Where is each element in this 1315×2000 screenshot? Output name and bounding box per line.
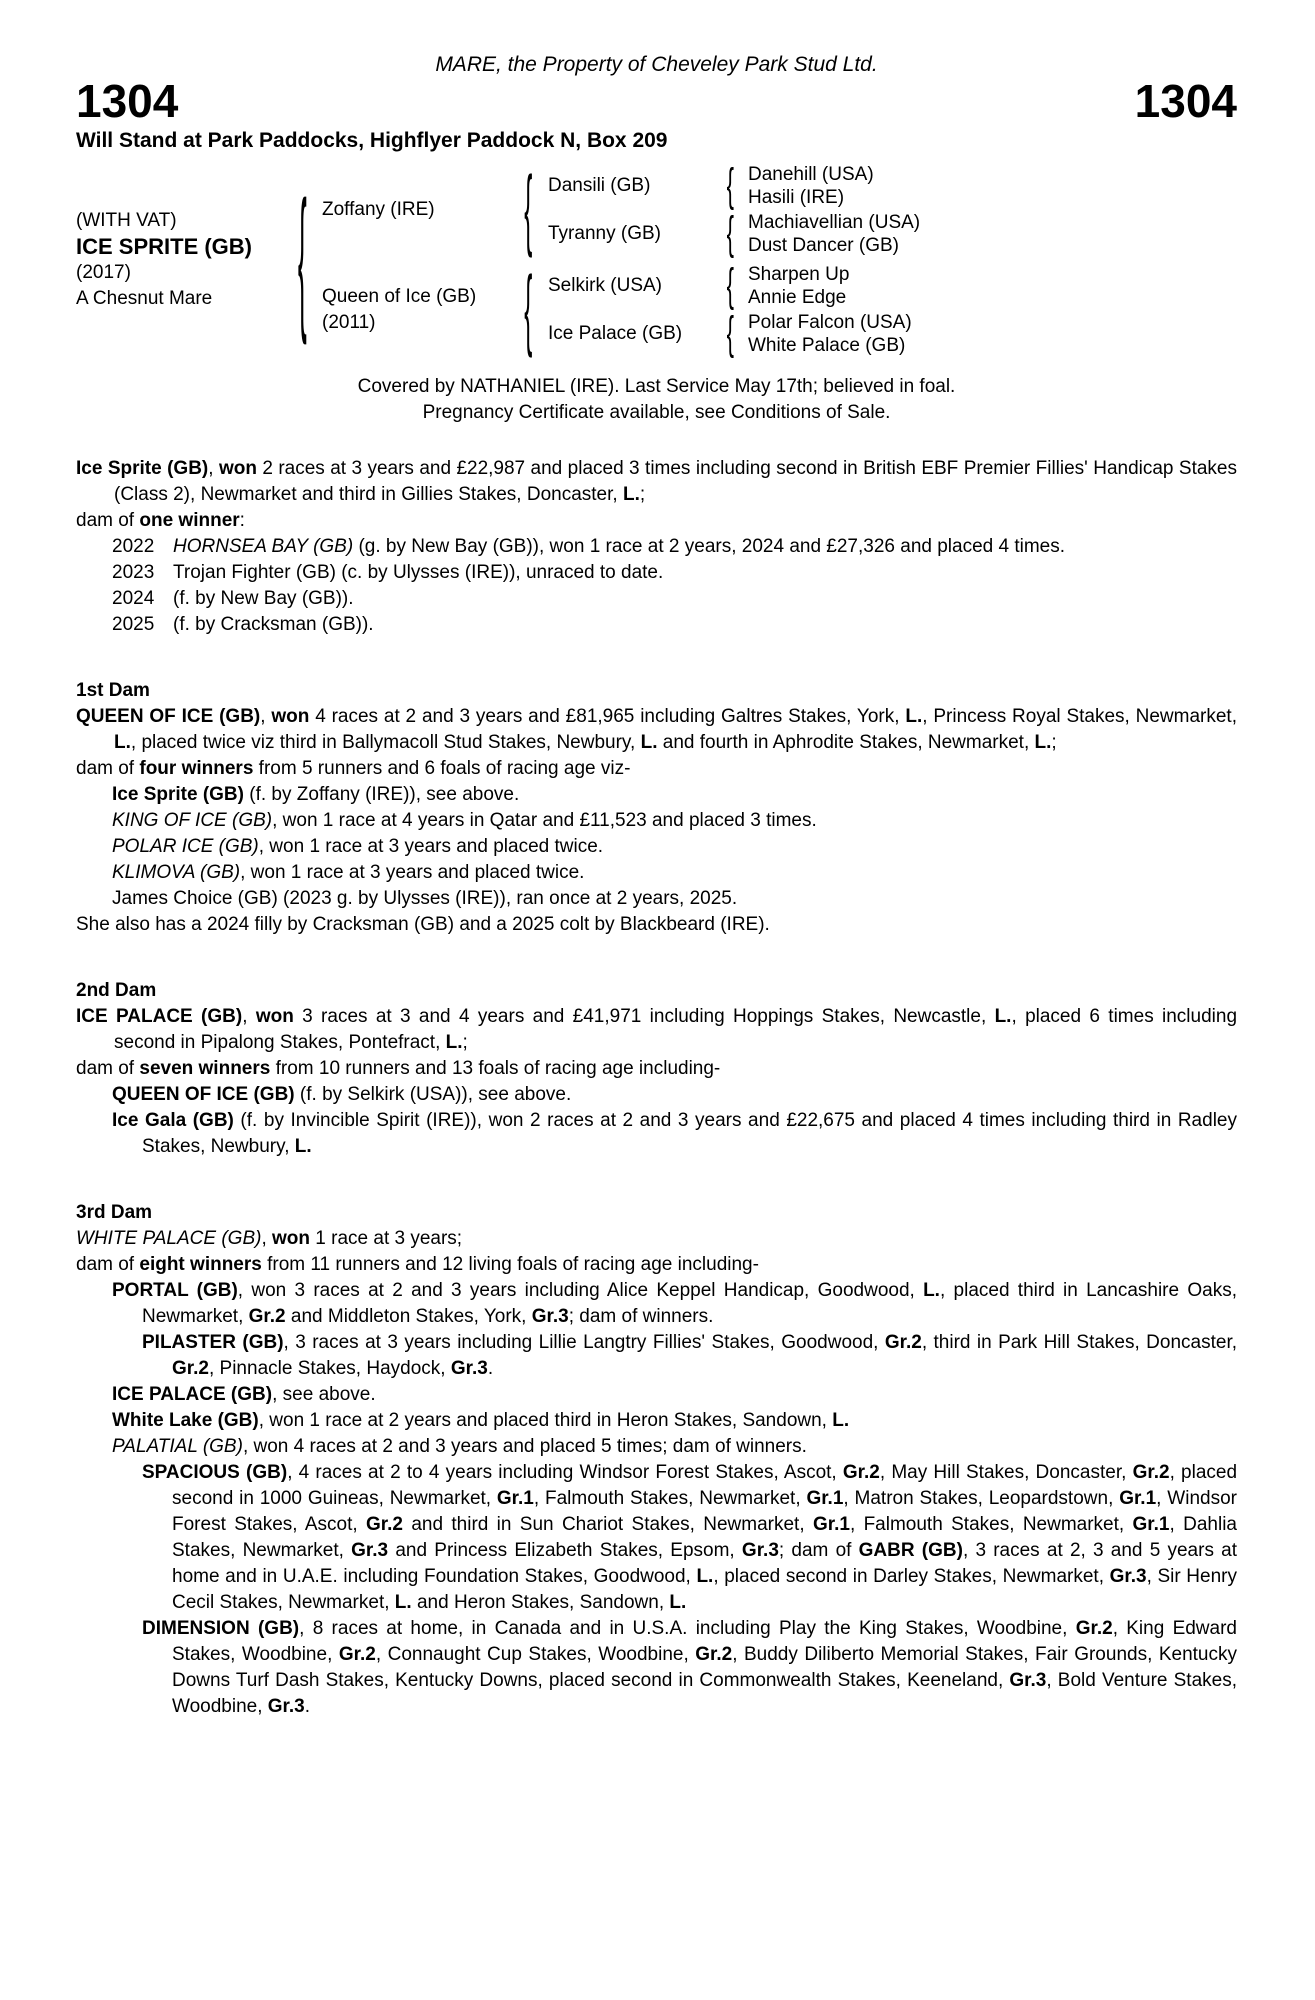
progeny-entry: KLIMOVA (GB), won 1 race at 3 years and placed twice. xyxy=(112,862,585,883)
progeny-entry: QUEEN OF ICE (GB) (f. by Selkirk (USA)), see above. xyxy=(112,1084,572,1105)
sire-name-cell xyxy=(316,197,514,223)
dam-name-cell xyxy=(316,284,514,336)
covered-line-1: Covered by NATHANIEL (IRE). Last Service May 17th; believed in foal. xyxy=(357,376,956,397)
gen3-pair xyxy=(744,263,849,309)
paragraph-3rd-dam-dam-of: dam of eight winners from 11 runners and 12 living foals of racing age including- xyxy=(76,1254,759,1275)
dam-sire-name: Selkirk (USA) xyxy=(548,275,663,296)
pedigree-brace-small: { xyxy=(726,308,734,360)
gen3-sire: Sharpen Up xyxy=(748,264,850,285)
gen3-sire: Machiavellian (USA) xyxy=(748,212,921,233)
pedigree-row xyxy=(542,310,912,358)
subject-name: ICE SPRITE (GB) xyxy=(76,234,253,259)
produce-year: 2025 xyxy=(112,614,155,635)
lot-row xyxy=(76,75,1237,127)
subject-year: (2017) xyxy=(76,262,131,283)
progeny-entry: Ice Sprite (GB) (f. by Zoffany (IRE)), see above. xyxy=(112,784,520,805)
paragraph-1st-dam-note: She also has a 2024 filly by Cracksman (GB) and a 2025 colt by Blackbeard (IRE). xyxy=(76,914,770,935)
pedigree-row xyxy=(542,262,912,310)
pedigree-halves xyxy=(316,159,921,361)
pedigree-brace-small: { xyxy=(726,160,734,212)
paragraph-2nd-dam-record: ICE PALACE (GB), won 3 races at 3 and 4 years and £41,971 including Hoppings Stakes, Newcastle, L., placed 6 times including second in Pipalong Stakes, Pontefract, L.; xyxy=(76,1006,1238,1053)
sire-dam-name: Tyranny (GB) xyxy=(548,223,661,244)
paragraph-3rd-dam-record: WHITE PALACE (GB), won 1 race at 3 years; xyxy=(76,1228,463,1249)
page-title: MARE, the Property of Cheveley Park Stud Ltd. xyxy=(435,53,878,76)
dam-year: (2011) xyxy=(322,312,376,333)
gen3-pair xyxy=(744,211,920,257)
paragraph-dam-of-one-winner: dam of one winner: xyxy=(76,510,245,531)
stand-location-line: Will Stand at Park Paddocks, Highflyer Paddock N, Box 209 xyxy=(76,129,668,152)
progeny-entry: White Lake (GB), won 1 race at 2 years and placed third in Heron Stakes, Sandown, L. xyxy=(112,1410,850,1431)
sire-sire-name: Dansili (GB) xyxy=(548,175,651,196)
sire-parents xyxy=(542,162,920,258)
produce-year: 2024 xyxy=(112,588,155,609)
pedigree-table xyxy=(76,159,1237,361)
pedigree-subject xyxy=(76,208,288,312)
pedigree-brace-small: { xyxy=(726,208,734,260)
progeny-entry: SPACIOUS (GB), 4 races at 2 to 4 years including Windsor Forest Stakes, Ascot, Gr.2, May Hill Stakes, Doncaster, Gr.2, placed second in 1000 Guineas, Newmarket, Gr.1, Falmouth Stakes, Newmarket, Gr.1, Matron Stakes, Leopardstown, Gr.1, Windsor Forest Stakes, Ascot, Gr.2 and third in Sun Chariot Stakes, Newmarket, Gr.1, Falmouth Stakes, Newmarket, Gr.1, Dahlia Stakes, Newmarket, Gr.3 and Princess Elizabeth Stakes, Epsom, Gr.3; dam of GABR (GB), 3 races at 2, 3 and 5 years at home and in U.A.E. including Foundation Stakes, Goodwood, L., placed second in Darley Stakes, Newmarket, Gr.3, Sir Henry Cecil Stakes, Newmarket, L. and Heron Stakes, Sandown, L. xyxy=(142,1462,1238,1613)
produce-year: 2023 xyxy=(112,562,155,583)
progeny-entry: Ice Gala (GB) (f. by Invincible Spirit (IRE)), won 2 races at 2 and 3 years and £22,675 and placed 4 times including third in Radley Stakes, Newbury, L. xyxy=(112,1110,1237,1157)
subject-description: A Chesnut Mare xyxy=(76,288,213,309)
section-heading-3rd-dam: 3rd Dam xyxy=(76,1202,153,1223)
produce-row xyxy=(76,560,1237,586)
gen3-dam: White Palace (GB) xyxy=(748,335,906,356)
pedigree-brace-main: { xyxy=(297,171,307,348)
produce-text: (f. by Cracksman (GB)). xyxy=(173,614,374,635)
paragraph-subject-record: Ice Sprite (GB), won 2 races at 3 years and £22,987 and placed 3 times including second in British EBF Premier Fillies' Handicap Stakes (Class 2), Newmarket and third in Gillies Stakes, Doncaster, L.; xyxy=(76,458,1238,505)
produce-row xyxy=(76,534,1237,560)
dam-parents xyxy=(542,262,912,358)
vat-note: (WITH VAT) xyxy=(76,210,177,231)
progeny-entry: POLAR ICE (GB), won 1 race at 3 years and placed twice. xyxy=(112,836,604,857)
gen3-dam: Annie Edge xyxy=(748,287,847,308)
produce-text: (f. by New Bay (GB)). xyxy=(173,588,354,609)
progeny-entry: PORTAL (GB), won 3 races at 2 and 3 years including Alice Keppel Handicap, Goodwood, L., placed third in Lancashire Oaks, Newmarket, Gr.2 and Middleton Stakes, York, Gr.3; dam of winners. xyxy=(112,1280,1237,1327)
section-heading-2nd-dam: 2nd Dam xyxy=(76,980,157,1001)
produce-row xyxy=(76,612,1237,638)
lot-number-right: 1304 xyxy=(1134,75,1237,127)
gen3-pair xyxy=(744,163,874,209)
progeny-entry: KING OF ICE (GB), won 1 race at 4 years in Qatar and £11,523 and placed 3 times. xyxy=(112,810,817,831)
catalogue-body xyxy=(76,456,1237,1720)
section-heading-1st-dam: 1st Dam xyxy=(76,680,150,701)
pedigree-brace-small: { xyxy=(726,260,734,312)
progeny-entry: PALATIAL (GB), won 4 races at 2 and 3 years and placed 5 times; dam of winners. xyxy=(112,1436,807,1457)
dam-half xyxy=(316,259,920,361)
paragraph-2nd-dam-dam-of: dam of seven winners from 10 runners and 13 foals of racing age including- xyxy=(76,1058,721,1079)
dam-name: Queen of Ice (GB) xyxy=(322,286,477,307)
produce-text: Trojan Fighter (GB) (c. by Ulysses (IRE)), unraced to date. xyxy=(173,562,664,583)
sire-name: Zoffany (IRE) xyxy=(322,199,435,220)
produce-year: 2022 xyxy=(112,536,155,557)
gen3-sire: Polar Falcon (USA) xyxy=(748,312,912,333)
gen3-dam: Hasili (IRE) xyxy=(748,187,845,208)
pedigree-row xyxy=(542,210,920,258)
progeny-entry: James Choice (GB) (2023 g. by Ulysses (IRE)), ran once at 2 years, 2025. xyxy=(112,888,738,909)
lot-number-left: 1304 xyxy=(76,75,179,127)
paragraph-1st-dam-dam-of: dam of four winners from 5 runners and 6 foals of racing age viz- xyxy=(76,758,631,779)
pedigree-row xyxy=(542,162,920,210)
covered-line-2: Pregnancy Certificate available, see Conditions of Sale. xyxy=(422,402,891,423)
gen3-dam: Dust Dancer (GB) xyxy=(748,235,899,256)
progeny-entry: PILASTER (GB), 3 races at 3 years including Lillie Langtry Fillies' Stakes, Goodwood, Gr.2, third in Park Hill Stakes, Doncaster, Gr.2, Pinnacle Stakes, Haydock, Gr.3. xyxy=(142,1332,1237,1379)
paragraph-1st-dam-record: QUEEN OF ICE (GB), won 4 races at 2 and 3 years and £81,965 including Galtres Stakes, York, L., Princess Royal Stakes, Newmarket, L., placed twice viz third in Ballymacoll Stud Stakes, Newbury, L. and fourth in Aphrodite Stakes, Newmarket, L.; xyxy=(76,706,1237,753)
produce-row xyxy=(76,586,1237,612)
gen3-pair xyxy=(744,311,912,357)
progeny-entry: ICE PALACE (GB), see above. xyxy=(112,1384,376,1405)
gen3-sire: Danehill (USA) xyxy=(748,164,874,185)
pedigree-brace-dam: { xyxy=(523,259,533,361)
produce-text: HORNSEA BAY (GB) (g. by New Bay (GB)), won 1 race at 2 years, 2024 and £27,326 and placed 4 times. xyxy=(173,536,1066,557)
dam-dam-name: Ice Palace (GB) xyxy=(548,323,683,344)
pedigree-brace-sire: { xyxy=(523,159,533,261)
sire-half xyxy=(316,159,921,261)
progeny-entry: DIMENSION (GB), 8 races at home, in Canada and in U.S.A. including Play the King Stakes, Woodbine, Gr.2, King Edward Stakes, Woodbine, Gr.2, Connaught Cup Stakes, Woodbine, Gr.2, Buddy Diliberto Memorial Stakes, Fair Grounds, Kentucky Downs Turf Dash Stakes, Kentucky Downs, placed second in Commonwealth Stakes, Keeneland, Gr.3, Bold Venture Stakes, Woodbine, Gr.3. xyxy=(142,1618,1237,1717)
covering-statement xyxy=(76,374,1237,426)
